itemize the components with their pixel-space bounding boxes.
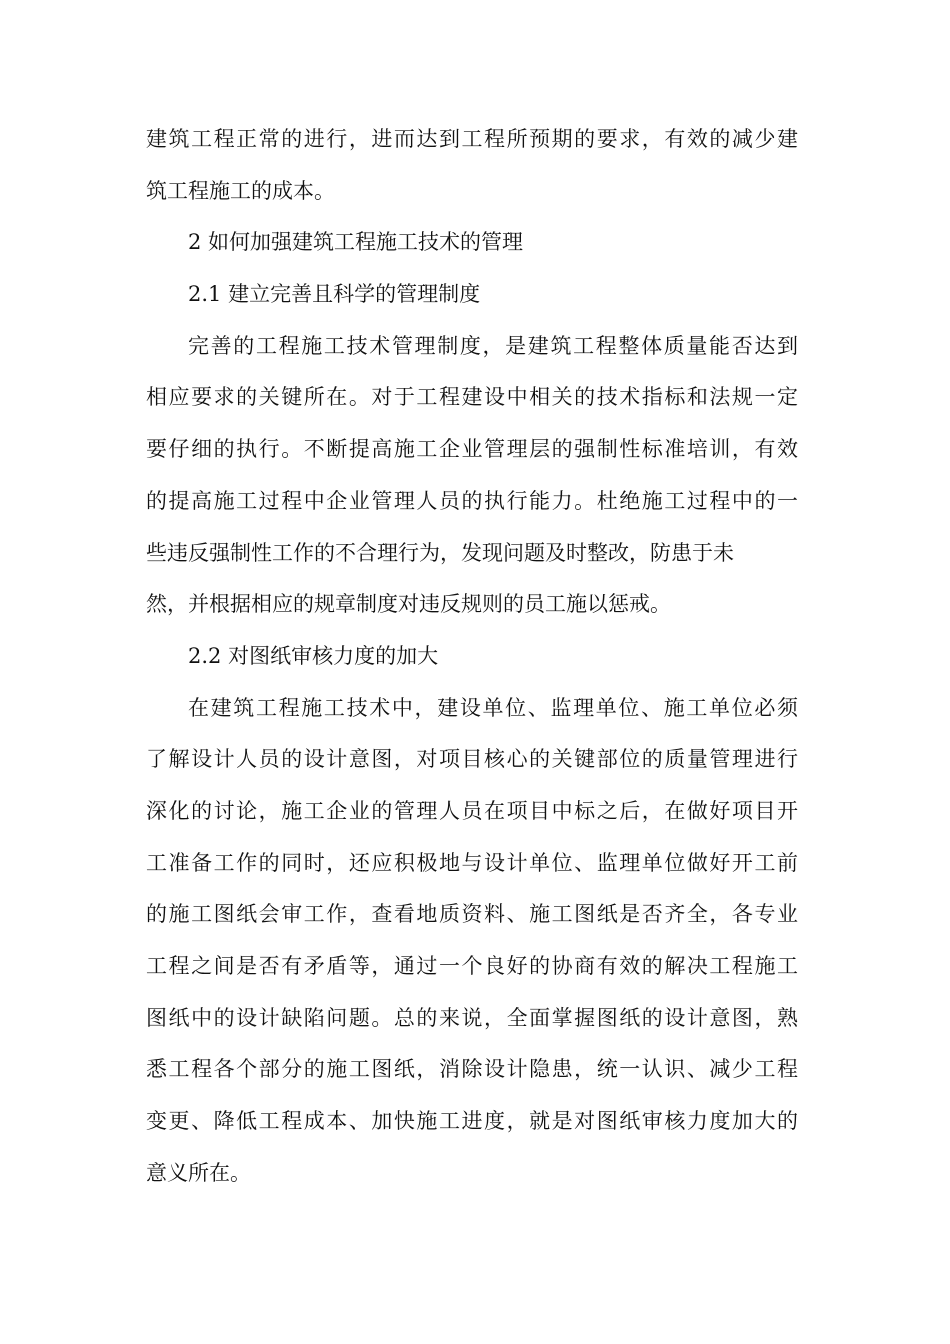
paragraph-line: 工程之间是否有矛盾等，通过一个良好的协商有效的解决工程施工 xyxy=(146,954,798,978)
paragraph-line: 些违反强制性工作的不合理行为，发现问题及时整改，防患于未 xyxy=(146,540,734,565)
paragraph-line: 要仔细的执行。不断提高施工企业管理层的强制性标准培训，有效 xyxy=(146,437,798,462)
subsection-heading: 2.2 对图纸审核力度的加大 xyxy=(188,643,439,668)
paragraph-line: 工准备工作的同时，还应积极地与设计单位、监理单位做好开工前 xyxy=(146,850,798,875)
document-body xyxy=(146,114,798,1199)
paragraph-line: 完善的工程施工技术管理制度，是建筑工程整体质量能否达到 xyxy=(188,333,798,358)
paragraph-continuation-line: 建筑工程正常的进行，进而达到工程所预期的要求，有效的减少建 xyxy=(146,127,798,151)
paragraph-line: 变更、降低工程成本、加快施工进度，就是对图纸审核力度加大的 xyxy=(146,1109,798,1134)
paragraph-line: 相应要求的关键所在。对于工程建设中相关的技术指标和法规一定 xyxy=(146,385,798,410)
paragraph-line: 的施工图纸会审工作，查看地质资料、施工图纸是否齐全，各专业 xyxy=(146,902,798,927)
subsection-heading: 2.1 建立完善且科学的管理制度 xyxy=(188,282,481,307)
paragraph-line: 然，并根据相应的规章制度对违反规则的员工施以惩戒。 xyxy=(146,592,671,617)
paragraph-line: 的提高施工过程中企业管理人员的执行能力。杜绝施工过程中的一 xyxy=(146,488,798,513)
section-heading: 2 如何加强建筑工程施工技术的管理 xyxy=(188,230,524,255)
paragraph-line: 了解设计人员的设计意图，对项目核心的关键部位的质量管理进行 xyxy=(146,747,798,772)
paragraph-line: 悉工程各个部分的施工图纸，消除设计隐患，统一认识、减少工程 xyxy=(146,1057,798,1082)
paragraph-line: 意义所在。 xyxy=(146,1160,251,1185)
paragraph-line: 在建筑工程施工技术中，建设单位、监理单位、施工单位必须 xyxy=(188,695,798,720)
paragraph-line: 深化的讨论，施工企业的管理人员在项目中标之后，在做好项目开 xyxy=(146,798,798,823)
paragraph-line: 图纸中的设计缺陷问题。总的来说，全面掌握图纸的设计意图，熟 xyxy=(146,1005,798,1030)
paragraph-continuation-line: 筑工程施工的成本。 xyxy=(146,178,335,203)
